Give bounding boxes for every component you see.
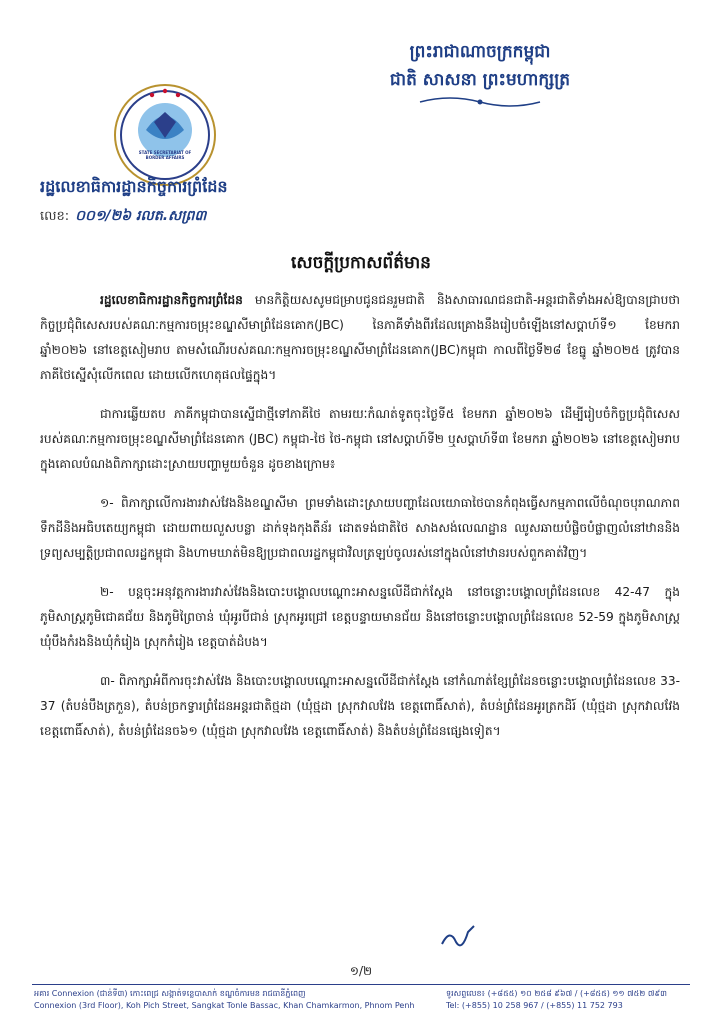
reference-value: ០០១/២៦ រលត.សព្រ៣: [75, 208, 207, 224]
ministry-name: រដ្ឋលេខាធិការដ្ឋានកិច្ចការព្រំដែន: [40, 177, 228, 196]
document-title: សេចក្តីប្រកាសព័ត៌មាន: [291, 253, 431, 273]
ministry-seal-logo-icon: [112, 82, 218, 188]
initials-signature-icon: [438, 922, 478, 952]
footer-phone-english: Tel: (+855) 10 258 967 / (+855) 11 752 793: [446, 1001, 623, 1010]
reference-label: លេខ:: [40, 209, 70, 224]
page-number: ១/២: [349, 964, 373, 978]
reference-number: [40, 206, 206, 227]
footer-phone: [446, 988, 667, 1012]
footer-phone-khmer: ទូរសព្ទលេខ៖ (+៨៥៥) ១០ ២៥៨ ៩៦៧ / (+៨៥៥) ១១ ៧៥២ ៧៩៣: [446, 989, 667, 998]
kingdom-line-2: ជាតិ សាសនា ព្រះមហាក្សត្រ: [389, 70, 571, 90]
footer-address-english: Connexion (3rd Floor), Koh Pich Street, Sangkat Tonle Bassac, Khan Chamkarmon, Phnom Penh: [34, 1001, 415, 1010]
paragraph-1: [40, 288, 680, 388]
footer-address: [34, 988, 414, 1012]
paragraph-3: ១- ពិភាក្សាលើការងារវាស់វែងនិងខណ្ឌសីមា ព្រមទាំងដោះស្រាយបញ្ហាដែលយោធាថៃបានកំពុងធ្វើសកម្មភាពលើចំណុចបុរាណភាពទឹកដីនិងអធិបតេយ្យកម្ពុជា ដោយពាយលួសបន្លា ដាក់ទុងកុងតឺន័រ ដោតទង់ជាតិថៃ សាងសង់លេណដ្ឋាន ឈូសឆាយបំផ្លិចបំផ្លាញលំនៅឋាននិងទ្រព្យសម្បត្តិប្រជាពលរដ្ឋកម្ពុជា និងហាមឃាត់មិនឱ្យប្រជាពលរដ្ឋកម្ពុជាវិលត្រឡប់ចូលរស់នៅក្នុងលំនៅឋានរបស់ពួកគាត់វិញ។: [40, 496, 680, 560]
logo-text: STATE SECRETARIAT OF BORDER AFFAIRS: [138, 150, 192, 160]
paragraph-4: ២- បន្តចុះអនុវត្តការងារវាស់វែងនិងបោះបង្គោលបណ្ដោះអាសន្នលើដីជាក់ស្តែង នៅចន្លោះបង្គោលព្រំដែនលេខ 42-47 ក្នុងភូមិសាស្ត្រភូមិជោគជ័យ និងភូមិព្រៃចាន់ ឃុំអូរបីជាន់ ស្រុកអូរជ្រៅ ខេត្តបន្ទាយមានជ័យ និងនៅចន្លោះបង្គោលព្រំដែនលេខ 52-59 ក្នុងភូមិសាស្ត្រឃុំបឹងកំរងនិងឃុំកំរៀង ស្រុកកំរៀង ខេត្តបាត់ដំបង។: [40, 585, 680, 649]
paragraph-5: ៣- ពិភាក្សាអំពីការចុះវាស់វែង និងបោះបង្គោលបណ្ដោះអាសន្នលើដីជាក់ស្តែង នៅកំណាត់ខ្សែព្រំដែនចន្លោះបង្គោលព្រំដែនលេខ 33-37 (តំបន់បឹងត្រកួន), តំបន់ច្រកទ្វារព្រំដែនអន្តរជាតិថ្មដា (ឃុំថ្មដា ស្រុកវាលវែង ខេត្តពោធិ៍សាត់), តំបន់ព្រំដែនអូរត្រកដិរ៍ (ឃុំថ្មដា ស្រុកវាលវែង ខេត្តពោធិ៍សាត់), តំបន់ព្រំដែនច៦១ (ឃុំថ្មដា ស្រុកវាលវែង ខេត្តពោធិ៍សាត់) និងតំបន់ព្រំដែនផ្សេងទៀត។: [40, 674, 680, 738]
footer-address-khmer: អគារ Connexion (ជាន់ទី៣) កោះពេជ្រ សង្កាត់ទន្លេបាសាក់ ខណ្ឌចំការមន រាជធានីភ្នំពេញ: [34, 989, 306, 998]
document-body: [40, 288, 680, 744]
ornament-divider-icon: [415, 96, 545, 108]
kingdom-line-1: ព្រះរាជាណាចក្រកម្ពុជា: [409, 42, 551, 62]
kingdom-header: [240, 38, 720, 94]
paragraph-2: ជាការឆ្លើយតប ភាគីកម្ពុជាបានស្នើជាថ្មីទៅភាគីថៃ តាមរយៈកំណត់ទូតចុះថ្ងៃទី៥ ខែមករា ឆ្នាំ២០២៦ ដើម្បីរៀបចំកិច្ចប្រជុំពិសេសរបស់គណៈកម្មការចម្រុះខណ្ឌសីមាព្រំដែនគោក (JBC) កម្ពុជា-ថៃ ថៃ-កម្ពុជា នៅសប្តាហ៍ទី២ ឬសប្តាហ៍ទី៣ ខែមករា ឆ្នាំ២០២៦ នៅខេត្តសៀមរាប ក្នុងគោលបំណងពិភាក្សាដោះស្រាយបញ្ហាមួយចំនួន ដូចខាងក្រោម៖: [40, 407, 680, 471]
paragraph-1-lead: រដ្ឋលេខាធិការដ្ឋានកិច្ចការព្រំដែន: [100, 293, 243, 307]
footer-divider: [32, 984, 690, 985]
paragraph-1-text: មានកិត្តិយសសូមជម្រាបជូនជនរួមជាតិ និងសាធារណជនជាតិ-អន្តរជាតិទាំងអស់ឱ្យបានជ្រាបថា កិច្ចប្រជុំពិសេសរបស់គណៈកម្មការចម្រុះខណ្ឌសីមាព្រំដែនគោក(JBC) នៃភាគីទាំងពីរដែលគ្រោងនឹងរៀបចំឡើងនៅសប្តាហ៍ទី១ ខែមករា ឆ្នាំ២០២៦ នៅខេត្តសៀមរាប តាមសំណើរបស់គណៈកម្មការចម្រុះខណ្ឌសីមាព្រំដែនគោក(JBC)កម្ពុជា កាលពីថ្ងៃទី២៨ ខែធ្នូ ឆ្នាំ២០២៥ ត្រូវបានភាគីថៃស្នើសុំលើកពេល ដោយលើកហេតុផលផ្ទៃក្នុង។: [40, 293, 680, 382]
